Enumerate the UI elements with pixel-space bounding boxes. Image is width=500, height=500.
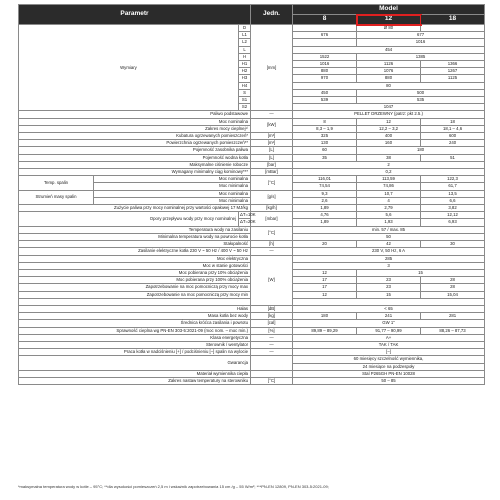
row-temp-powrot: Minimalna temperatura wody na powrocie kotła 50 [19, 233, 485, 240]
row-moc-elektryczna: Moc elektryczna [W] 285 [19, 255, 485, 262]
row-strumien-nom: Strumień masy spalin Moc nominalna [g/s] 9,3 10,7 13,5 [19, 190, 485, 197]
row-gwarancja-1: Gwarancja 60 miesięcy szczelność wymiennika, [19, 356, 485, 363]
dim-row-l: L 454 [19, 46, 485, 53]
dim-row-h2: H2 880 1076 1267 [19, 68, 485, 75]
row-strumien-min: Moc minimalna 2,6 4 6,6 [19, 197, 485, 204]
parameter-table-sheet [18, 4, 484, 385]
header-model-8: 8 [293, 15, 357, 25]
row-zasobnik: Pojemność zasobnika paliwa [L] 60 180 [19, 147, 485, 154]
dim-row-l1: L1 676 677 [19, 32, 485, 39]
dim-row-l2: L2 1016 [19, 39, 485, 46]
row-praca: Praca kotła w nadciśnieniu [+] / podciśnieniu [–] spalin na wylocie — [–] [19, 349, 485, 356]
row-zakres-mocy: Zakres mocy cieplnej¹⁾ 8,3 – 1,9 12,2 – 3,2 18,1 – 4,6 [19, 125, 485, 132]
row-temp-wody: Temperatura wody na zasilaniu [°C] min. 57 / max. 85 [19, 226, 485, 233]
dim-row-h1: H1 1016 1126 1366 [19, 61, 485, 68]
row-temp-spalin-min: Moc minimalna 74,54 74,86 61,7 [19, 183, 485, 190]
row-opory-20k: ΔT=20K 1,89 1,93 6,93 [19, 219, 485, 226]
row-material: Materiał wymiennika ciepła Stal P265GH PN-EN 10028 [19, 370, 485, 377]
dim-row-s2: S2 1047 [19, 104, 485, 111]
row-moc-100: Moc pobierana przy 100% obciążenia 17 23 28 [19, 277, 485, 284]
footnote: *maksymalna temperatura wody w kotle – 95°C; **dla wysokości pomieszczeń 2,5 m i wskaźnik zapotrzebowania 15 cm /g – 55 W/m²; ***PN-EN 12809, PN-EN 303-5:2021-09; [18, 484, 329, 489]
header-model: Model [293, 5, 485, 15]
row-zasilanie: Zasilanie elektryczne kotła 230 V ~ 50 Hz / 400 V ~ 50 Hz — 230 V, 50 Hz, 6 A [19, 248, 485, 255]
dim-row-s: S 450 500 [19, 89, 485, 96]
row-paliwo: Paliwo podstawowe — PELLET DRZEWNY (patrz: pkt 2.5.) [19, 111, 485, 118]
header-model-18: 18 [421, 15, 485, 25]
row-sprawnosc: Sprawność cieplna wg PN-EN 303-5:2021-09 (moc nom. – moc min.) [%] 89,89 – 89,29 91,77 – 90,99 88,26 – 87,73 [19, 327, 485, 334]
row-powierzchnia: Powierzchnia ogrzewanych pomieszczeń** [m²] 130 160 240 [19, 140, 485, 147]
row-zap-max: Zapotrzebowanie na moc pomocniczą przy mocy max 17 23 28 [19, 284, 485, 291]
header-jedn: Jedn. [251, 5, 293, 25]
header-model-12-highlighted: 12 [357, 15, 421, 25]
parameter-table [18, 4, 485, 385]
wymiary-unit: [mm] [251, 25, 293, 111]
row-stalopalnosc: Stałopalność [h] 20 42 30 [19, 241, 485, 248]
dim-row-h: H 1522 1385 [19, 53, 485, 60]
row-sterownik: Sterownik / wentylator — TAK / TAK [19, 341, 485, 348]
row-zakres-temp: Zakres nastaw temperatury na sterowniku [°C] 50 – 85 [19, 377, 485, 384]
row-gwarancja-2: 24 miesiące na podzespoły [19, 363, 485, 370]
dim-row-d: Wymiary D [mm] Ø 80 [19, 25, 485, 32]
row-srednica: Średnica króćca zasilania i powrotu [cal] GW 1" [19, 320, 485, 327]
row-klasa: Klasa energetyczna — A+ [19, 334, 485, 341]
header-parametr: Parametr [19, 5, 251, 25]
row-halas: Hałas [dB] < 65 [19, 305, 485, 312]
row-cisnienie: Maksymalne ciśnienie robocze [bar] 2 [19, 161, 485, 168]
row-moc-10: Moc pobierana przy 10% obciążenia 12 15 [19, 269, 485, 276]
dim-row-h3: H3 970 880 1125 [19, 75, 485, 82]
row-moc-gotowosci: Moc w stanie gotowości 3 [19, 262, 485, 269]
row-moc-nominalna: Moc nominalna [kW] 8 12 18 [19, 118, 485, 125]
row-zuzycie: Zużycie paliwa przy mocy nominalnej przy wartości opałowej 17 MJ/kg [kg/h] 1,89 2,79 3,82 [19, 205, 485, 212]
wymiary-label: Wymiary [19, 25, 239, 111]
row-ciag: Wymagany minimalny ciąg kominowy*** [mBar] 0,2 [19, 169, 485, 176]
row-masa: Masa kotła bez wody [kg] 180 241 281 [19, 313, 485, 320]
row-zap-min: Zapotrzebowanie na moc pomocniczą przy mocy min 12 15 15,04 [19, 291, 485, 298]
row-pojemnosc-kotla: Pojemność wodna kotła [L] 35 38 51 [19, 154, 485, 161]
row-opory-10k: Opory przepływu wody przy mocy nominalnej ΔT=10K [mbar] 4,76 5,6 12,12 [19, 212, 485, 219]
row-temp-spalin-nom: Temp. spalin Moc nominalna [°C] 116,01 113,59 122,3 [19, 176, 485, 183]
row-kubatura: Kubatura ogrzewanych pomieszczeń* [m³] 325 400 600 [19, 133, 485, 140]
dim-row-s1: S1 539 535 [19, 97, 485, 104]
dim-row-h4: H4 80 [19, 82, 485, 89]
